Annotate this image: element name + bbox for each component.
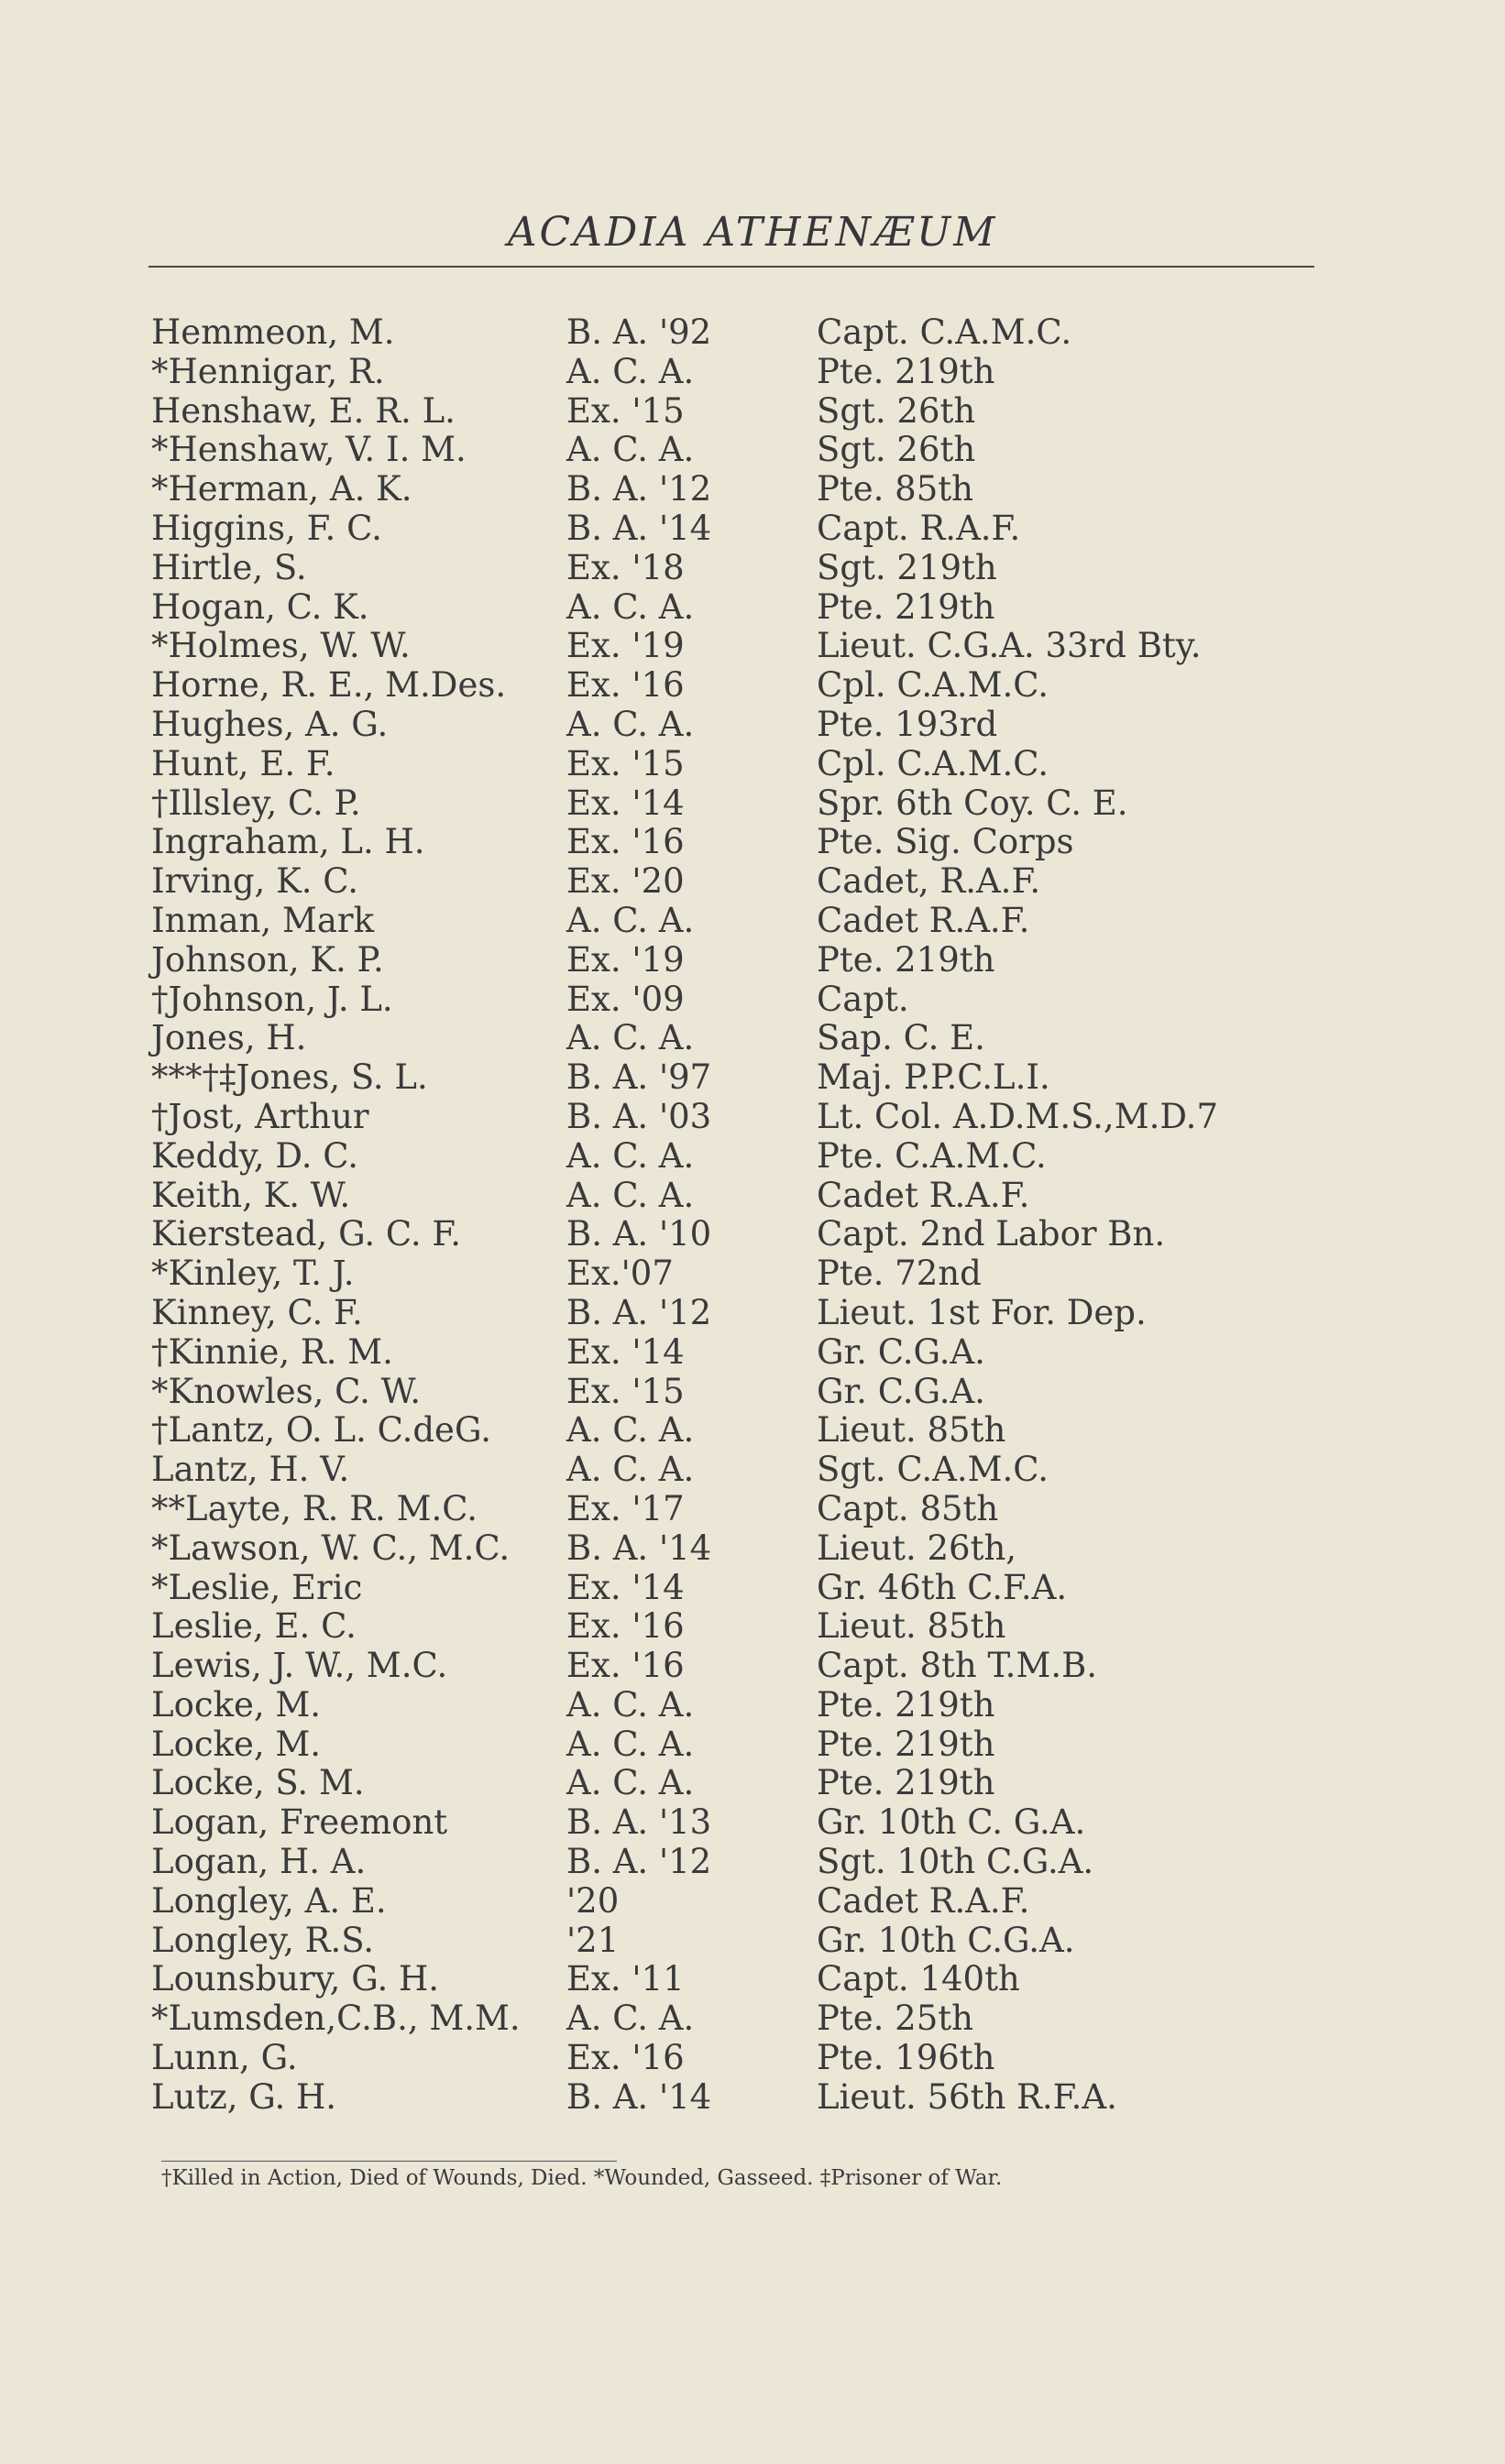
- member-rank: Sgt. 26th: [817, 390, 976, 431]
- member-name: Hughes, A. G.: [151, 704, 389, 744]
- member-name: Kierstead, G. C. F.: [151, 1214, 462, 1254]
- member-rank: Sgt. 10th C.G.A.: [817, 1842, 1094, 1882]
- roster-row: [151, 1490, 1324, 1529]
- member-rank: Capt. 140th: [817, 1959, 1020, 1999]
- member-name: Leslie, E. C.: [151, 1606, 357, 1647]
- member-rank: Lieut. 26th,: [817, 1528, 1017, 1568]
- member-degree: A. C. A.: [566, 1684, 695, 1725]
- member-name: Logan, Freemont: [151, 1802, 448, 1843]
- roster-row: [151, 1803, 1324, 1843]
- member-degree: Ex. '14: [566, 1331, 685, 1372]
- member-degree: Ex. '20: [566, 861, 685, 902]
- member-rank: Pte. 219th: [817, 586, 995, 627]
- roster-row: [151, 1254, 1324, 1294]
- member-name: Lunn, G.: [151, 2038, 298, 2078]
- member-rank: Cadet R.A.F.: [817, 900, 1030, 940]
- member-name: Inman, Mark: [151, 900, 374, 940]
- roster-row: [151, 902, 1324, 941]
- member-name: Hirtle, S.: [151, 547, 307, 587]
- member-degree: B. A. '14: [566, 1528, 712, 1568]
- member-rank: Lieut. 1st For. Dep.: [817, 1292, 1147, 1332]
- member-degree: '20: [566, 1880, 620, 1921]
- roster-list: [151, 313, 1324, 2118]
- member-rank: Gr. 10th C.G.A.: [817, 1920, 1075, 1960]
- roster-row: [151, 431, 1324, 470]
- member-degree: A. C. A.: [566, 1763, 695, 1803]
- member-name: Locke, M.: [151, 1724, 322, 1764]
- member-rank: Cpl. C.A.M.C.: [817, 743, 1049, 783]
- roster-row: [151, 1882, 1324, 1922]
- member-degree: Ex. '15: [566, 743, 685, 783]
- member-degree: A. C. A.: [566, 430, 695, 470]
- roster-row: [151, 1137, 1324, 1177]
- member-name: *Henshaw, V. I. M.: [151, 430, 467, 470]
- member-name: †Illsley, C. P.: [151, 783, 361, 823]
- roster-row: [151, 313, 1324, 353]
- roster-row: [151, 1019, 1324, 1058]
- roster-row: [151, 1607, 1324, 1647]
- member-degree: B. A. '97: [566, 1057, 712, 1098]
- roster-row: [151, 509, 1324, 549]
- member-degree: A. C. A.: [566, 1999, 695, 2039]
- member-name: *Knowles, C. W.: [151, 1371, 421, 1411]
- member-rank: Pte. 72nd: [817, 1254, 982, 1294]
- member-rank: Spr. 6th Coy. C. E.: [817, 783, 1128, 823]
- page-header: ACADIA ATHENÆUM: [507, 209, 998, 256]
- member-name: Ingraham, L. H.: [151, 822, 425, 862]
- member-degree: Ex. '16: [566, 1606, 685, 1647]
- roster-row: [151, 1215, 1324, 1254]
- roster-row: [151, 627, 1324, 666]
- roster-row: [151, 353, 1324, 392]
- roster-row: [151, 1843, 1324, 1882]
- member-name: Locke, M.: [151, 1684, 322, 1725]
- member-degree: B. A. '92: [566, 312, 712, 352]
- member-degree: B. A. '12: [566, 1292, 712, 1332]
- member-rank: Capt. R.A.F.: [817, 508, 1021, 548]
- member-name: Lounsbury, G. H.: [151, 1959, 439, 1999]
- member-name: *Kinley, T. J.: [151, 1254, 355, 1294]
- member-degree: B. A. '03: [566, 1096, 712, 1136]
- member-degree: Ex. '16: [566, 1646, 685, 1686]
- member-rank: Cadet, R.A.F.: [817, 861, 1041, 902]
- roster-row: [151, 823, 1324, 862]
- member-name: Lewis, J. W., M.C.: [151, 1646, 448, 1686]
- member-rank: Capt.: [817, 979, 909, 1019]
- member-rank: Maj. P.P.C.L.I.: [817, 1057, 1050, 1098]
- member-rank: Sgt. 26th: [817, 430, 976, 470]
- member-rank: Sap. C. E.: [817, 1018, 985, 1058]
- header-rule: [148, 266, 1314, 268]
- member-rank: Capt. C.A.M.C.: [817, 312, 1072, 352]
- member-degree: Ex. '09: [566, 979, 685, 1019]
- member-degree: B. A. '12: [566, 1842, 712, 1882]
- member-rank: Pte. C.A.M.C.: [817, 1135, 1047, 1176]
- member-degree: B. A. '14: [566, 2076, 712, 2117]
- roster-row: [151, 1725, 1324, 1765]
- member-name: Johnson, K. P.: [151, 939, 384, 980]
- member-degree: Ex. '19: [566, 939, 685, 980]
- roster-row: [151, 1411, 1324, 1451]
- roster-row: [151, 392, 1324, 432]
- roster-row: [151, 470, 1324, 509]
- member-rank: Capt. 85th: [817, 1488, 999, 1528]
- member-rank: Sgt. C.A.M.C.: [817, 1450, 1049, 1490]
- member-degree: B. A. '12: [566, 469, 712, 509]
- member-name: Lantz, H. V.: [151, 1450, 350, 1490]
- roster-row: [151, 1294, 1324, 1333]
- member-degree: Ex. '14: [566, 1567, 685, 1607]
- member-degree: A. C. A.: [566, 351, 695, 391]
- member-name: Longley, A. E.: [151, 1880, 387, 1921]
- member-degree: B. A. '14: [566, 508, 712, 548]
- roster-row: [151, 1999, 1324, 2039]
- member-degree: Ex.'07: [566, 1254, 674, 1294]
- roster-row: [151, 1333, 1324, 1373]
- roster-row: [151, 2078, 1324, 2118]
- member-rank: Lieut. 56th R.F.A.: [817, 2076, 1117, 2117]
- member-name: *Leslie, Eric: [151, 1567, 363, 1607]
- footnote-rule: [161, 2161, 617, 2162]
- member-degree: B. A. '13: [566, 1802, 712, 1843]
- member-rank: Cadet R.A.F.: [817, 1880, 1030, 1921]
- member-rank: Gr. C.G.A.: [817, 1331, 985, 1372]
- member-rank: Sgt. 219th: [817, 547, 997, 587]
- member-name: Longley, R.S.: [151, 1920, 375, 1960]
- member-name: Lutz, G. H.: [151, 2076, 337, 2117]
- member-degree: Ex. '18: [566, 547, 685, 587]
- member-name: Locke, S. M.: [151, 1763, 365, 1803]
- roster-row: [151, 1764, 1324, 1803]
- member-rank: Pte. 25th: [817, 1999, 973, 2039]
- roster-row: [151, 1451, 1324, 1490]
- member-name: †Jost, Arthur: [151, 1096, 369, 1136]
- member-degree: Ex. '16: [566, 822, 685, 862]
- roster-row: [151, 1098, 1324, 1137]
- roster-row: [151, 549, 1324, 588]
- roster-row: [151, 1922, 1324, 1961]
- member-degree: A. C. A.: [566, 586, 695, 627]
- member-name: Hunt, E. F.: [151, 743, 335, 783]
- member-rank: Pte. 196th: [817, 2038, 995, 2078]
- member-name: Keddy, D. C.: [151, 1135, 359, 1176]
- member-name: Hogan, C. K.: [151, 586, 369, 627]
- roster-row: [151, 2039, 1324, 2078]
- member-rank: Pte. 193rd: [817, 704, 998, 744]
- roster-row: [151, 745, 1324, 784]
- member-name: *Holmes, W. W.: [151, 626, 411, 666]
- member-name: Jones, H.: [151, 1018, 307, 1058]
- member-rank: Pte. Sig. Corps: [817, 822, 1074, 862]
- member-degree: B. A. '10: [566, 1214, 712, 1254]
- member-name: Henshaw, E. R. L.: [151, 390, 456, 431]
- member-degree: Ex. '16: [566, 665, 685, 706]
- member-degree: Ex. '14: [566, 783, 685, 823]
- member-rank: Lt. Col. A.D.M.S.,M.D.7: [817, 1096, 1218, 1136]
- roster-row: [151, 1569, 1324, 1608]
- member-degree: Ex. '19: [566, 626, 685, 666]
- member-name: **Layte, R. R. M.C.: [151, 1488, 478, 1528]
- roster-row: [151, 1647, 1324, 1686]
- member-name: *Herman, A. K.: [151, 469, 412, 509]
- member-degree: A. C. A.: [566, 900, 695, 940]
- member-rank: Gr. 46th C.F.A.: [817, 1567, 1068, 1607]
- footnote: †Killed in Action, Died of Wounds, Died. *Wounded, Gasseed. ‡Prisoner of War.: [161, 2166, 1003, 2190]
- member-degree: A. C. A.: [566, 1724, 695, 1764]
- roster-row: [151, 1686, 1324, 1725]
- roster-row: [151, 862, 1324, 902]
- member-rank: Lieut. 85th: [817, 1410, 1006, 1451]
- member-rank: Capt. 2nd Labor Bn.: [817, 1214, 1166, 1254]
- member-name: †Lantz, O. L. C.deG.: [151, 1410, 491, 1451]
- member-rank: Pte. 219th: [817, 1763, 995, 1803]
- member-name: Irving, K. C.: [151, 861, 358, 902]
- member-name: Higgins, F. C.: [151, 508, 382, 548]
- member-rank: Pte. 85th: [817, 469, 973, 509]
- roster-row: [151, 1960, 1324, 1999]
- roster-row: [151, 941, 1324, 980]
- member-rank: Capt. 8th T.M.B.: [817, 1646, 1098, 1686]
- member-rank: Pte. 219th: [817, 1684, 995, 1725]
- member-degree: Ex. '15: [566, 1371, 685, 1411]
- member-name: Kinney, C. F.: [151, 1292, 363, 1332]
- roster-row: [151, 588, 1324, 628]
- member-name: †Johnson, J. L.: [151, 979, 393, 1019]
- member-rank: Cpl. C.A.M.C.: [817, 665, 1049, 706]
- member-degree: A. C. A.: [566, 704, 695, 744]
- member-degree: Ex. '11: [566, 1959, 685, 1999]
- member-rank: Pte. 219th: [817, 939, 995, 980]
- member-degree: Ex. '16: [566, 2038, 685, 2078]
- member-degree: A. C. A.: [566, 1135, 695, 1176]
- member-name: *Lumsden,C.B., M.M.: [151, 1999, 521, 2039]
- roster-row: [151, 1373, 1324, 1412]
- member-rank: Lieut. 85th: [817, 1606, 1006, 1647]
- member-name: ***†‡Jones, S. L.: [151, 1057, 428, 1098]
- roster-row: [151, 980, 1324, 1020]
- member-degree: Ex. '17: [566, 1488, 685, 1528]
- member-rank: Lieut. C.G.A. 33rd Bty.: [817, 626, 1202, 666]
- member-degree: A. C. A.: [566, 1410, 695, 1451]
- roster-row: [151, 706, 1324, 745]
- member-name: †Kinnie, R. M.: [151, 1331, 393, 1372]
- roster-row: [151, 1177, 1324, 1216]
- member-degree: Ex. '15: [566, 390, 685, 431]
- roster-row: [151, 1058, 1324, 1098]
- roster-row: [151, 784, 1324, 824]
- member-name: Horne, R. E., M.Des.: [151, 665, 507, 706]
- member-name: Hemmeon, M.: [151, 312, 395, 352]
- member-degree: A. C. A.: [566, 1018, 695, 1058]
- member-name: *Hennigar, R.: [151, 351, 385, 391]
- member-degree: '21: [566, 1920, 620, 1960]
- member-rank: Cadet R.A.F.: [817, 1175, 1030, 1215]
- member-degree: A. C. A.: [566, 1175, 695, 1215]
- member-name: Logan, H. A.: [151, 1842, 367, 1882]
- member-rank: Gr. 10th C. G.A.: [817, 1802, 1086, 1843]
- member-rank: Pte. 219th: [817, 351, 995, 391]
- member-degree: A. C. A.: [566, 1450, 695, 1490]
- member-name: Keith, K. W.: [151, 1175, 351, 1215]
- roster-row: [151, 1529, 1324, 1569]
- member-rank: Pte. 219th: [817, 1724, 995, 1764]
- member-rank: Gr. C.G.A.: [817, 1371, 985, 1411]
- roster-row: [151, 666, 1324, 706]
- member-name: *Lawson, W. C., M.C.: [151, 1528, 511, 1568]
